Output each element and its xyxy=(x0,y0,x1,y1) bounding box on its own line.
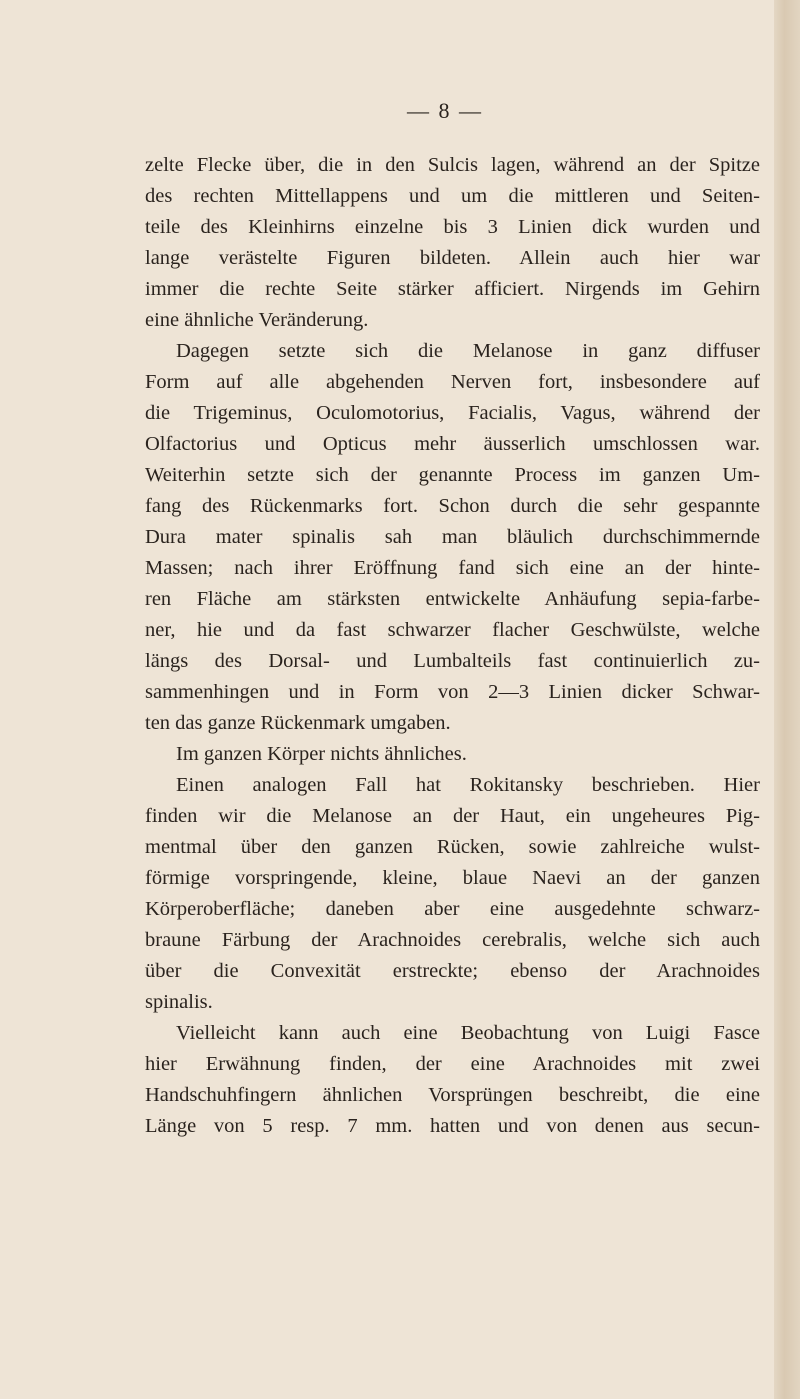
text-line: Länge von 5 resp. 7 mm. hatten und von denen aus secun- xyxy=(145,1115,760,1137)
text-line: lange verästelte Figuren bildeten. Allein auch hier war xyxy=(145,247,760,269)
text-line: spinalis. xyxy=(145,991,213,1013)
page-number-header: — 8 — xyxy=(407,98,483,123)
text-line: Massen; nach ihrer Eröffnung fand sich eine an der hinte- xyxy=(145,557,760,579)
text-line: Weiterhin setzte sich der genannte Process im ganzen Um- xyxy=(145,464,760,486)
text-line: des rechten Mittellappens und um die mittleren und Seiten- xyxy=(145,185,760,207)
text-line: ren Fläche am stärksten entwickelte Anhäufung sepia-farbe- xyxy=(145,588,760,610)
text-line: Handschuhfingern ähnlichen Vorsprüngen beschreibt, die eine xyxy=(145,1084,760,1106)
text-line: über die Convexität erstreckte; ebenso der Arachnoides xyxy=(145,960,760,982)
text-line: Im ganzen Körper nichts ähnliches. xyxy=(176,743,467,765)
page-gutter-edge xyxy=(774,0,800,1399)
body-text xyxy=(145,150,760,1142)
text-line: Körperoberfläche; daneben aber eine ausgedehnte schwarz- xyxy=(145,898,760,920)
text-line: Dagegen setzte sich die Melanose in ganz diffuser xyxy=(176,340,760,362)
text-line: ner, hie und da fast schwarzer flacher Geschwülste, welche xyxy=(145,619,760,641)
text-line: hier Erwähnung finden, der eine Arachnoides mit zwei xyxy=(145,1053,760,1075)
text-line: sammenhingen und in Form von 2—3 Linien dicker Schwar- xyxy=(145,681,760,703)
text-line: Dura mater spinalis sah man bläulich durchschimmernde xyxy=(145,526,760,548)
text-line: Einen analogen Fall hat Rokitansky beschrieben. Hier xyxy=(176,774,760,796)
text-line: Form auf alle abgehenden Nerven fort, insbesondere auf xyxy=(145,371,760,393)
text-line: förmige vorspringende, kleine, blaue Naevi an der ganzen xyxy=(145,867,760,889)
text-line: eine ähnliche Veränderung. xyxy=(145,309,369,331)
text-line: mentmal über den ganzen Rücken, sowie zahlreiche wulst- xyxy=(145,836,760,858)
text-line: Vielleicht kann auch eine Beobachtung von Luigi Fasce xyxy=(176,1022,760,1044)
text-line: finden wir die Melanose an der Haut, ein ungeheures Pig- xyxy=(145,805,760,827)
text-line: zelte Flecke über, die in den Sulcis lagen, während an der Spitze xyxy=(145,154,760,176)
text-line: ten das ganze Rückenmark umgaben. xyxy=(145,712,451,734)
text-line: immer die rechte Seite stärker afficiert. Nirgends im Gehirn xyxy=(145,278,760,300)
text-line: braune Färbung der Arachnoides cerebralis, welche sich auch xyxy=(145,929,760,951)
text-line: fang des Rückenmarks fort. Schon durch die sehr gespannte xyxy=(145,495,760,517)
text-line: längs des Dorsal- und Lumbalteils fast continuierlich zu- xyxy=(145,650,760,672)
text-line: die Trigeminus, Oculomotorius, Facialis, Vagus, während der xyxy=(145,402,760,424)
text-line: Olfactorius und Opticus mehr äusserlich umschlossen war. xyxy=(145,433,760,455)
text-line: teile des Kleinhirns einzelne bis 3 Linien dick wurden und xyxy=(145,216,760,238)
